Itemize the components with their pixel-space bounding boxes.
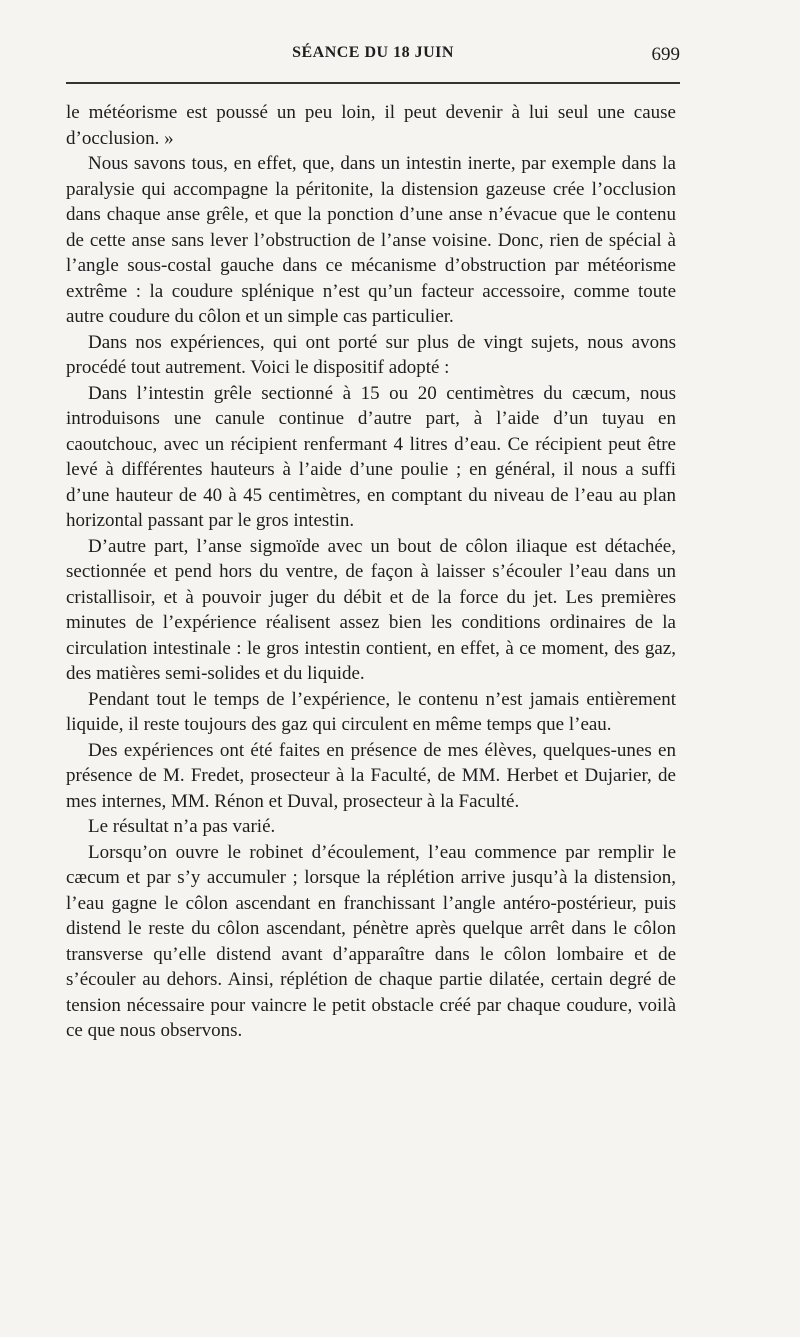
page-number: 699 (651, 44, 680, 65)
running-head (66, 44, 680, 70)
paragraph: Dans nos expériences, qui ont porté sur plus de vingt sujets, nous avons procédé tout autrement. Voici le dispositif adopté : (66, 331, 676, 378)
paragraph: Dans l’intestin grêle sectionné à 15 ou 20 centimètres du cæcum, nous introduisons une canule continue d’autre part, à l’aide d’un tuyau en caoutchouc, avec un récipient renfermant 4 litres d’eau. Ce récipient peut être levé à différentes hauteurs à l’aide d’une poulie ; en général, il nous a suffi d’une hauteur de 40 à 45 centimètres, en comptant du niveau de l’eau au plan horizontal passant par le gros intestin. (66, 382, 676, 531)
paragraph: Des expériences ont été faites en présence de mes élèves, quelques-unes en présence de M. Fredet, prosecteur à la Faculté, de MM. Herbet et Dujarier, de mes internes, MM. Rénon et Duval, prosecteur à la Faculté. (66, 739, 676, 812)
header-rule (66, 82, 680, 84)
paragraph-continued: le météorisme est poussé un peu loin, il peut devenir à lui seul une cause d’occlusion. » (66, 102, 676, 149)
paragraph: Lorsqu’on ouvre le robinet d’écoulement, l’eau commence par remplir le cæcum et par s’y accumuler ; lorsque la réplétion arrive jusqu’à la distension, l’eau gagne le côlon ascendant en franchissant l’angle antéro-postérieur, puis distend le reste du côlon ascendant, pénètre après quelque arrêt dans le côlon transverse qu’elle distend avant d’apparaître dans le côlon lombaire et de s’écouler au dehors. Ainsi, réplétion de chaque partie dilatée, certain degré de tension nécessaire pour vaincre le petit obstacle créé par chaque coudure, voilà ce que nous observons. (66, 841, 676, 1041)
paragraph: Le résultat n’a pas varié. (88, 816, 276, 837)
running-title: SÉANCE DU 18 JUIN (292, 44, 454, 61)
paragraph: Nous savons tous, en effet, que, dans un intestin inerte, par exemple dans la paralysie qui accompagne la péritonite, la distension gazeuse crée l’occlusion dans chaque anse grêle, et que la ponction d’une anse n’évacue que le contenu de cette anse sans lever l’obstruction de l’anse voisine. Donc, rien de spécial à l’angle sous-costal gauche dans ce mécanisme d’obstruction par météorisme extrême : la coudure splénique n’est qu’un facteur accessoire, comme toute autre coudure du côlon et un simple cas particulier. (66, 153, 676, 327)
body-text (66, 100, 676, 1044)
paragraph: Pendant tout le temps de l’expérience, le contenu n’est jamais entièrement liquide, il reste toujours des gaz qui circulent en même temps que l’eau. (66, 688, 676, 735)
paragraph: D’autre part, l’anse sigmoïde avec un bout de côlon iliaque est détachée, sectionnée et pend hors du ventre, de façon à laisser s’écouler l’eau dans un cristallisoir, et à pouvoir juger du débit et de la force du jet. Les premières minutes de l’expérience réalisent assez bien les conditions ordinaires de la circulation intestinale : le gros intestin contient, en effet, à ce moment, des gaz, des matières semi-solides et du liquide. (66, 535, 676, 684)
